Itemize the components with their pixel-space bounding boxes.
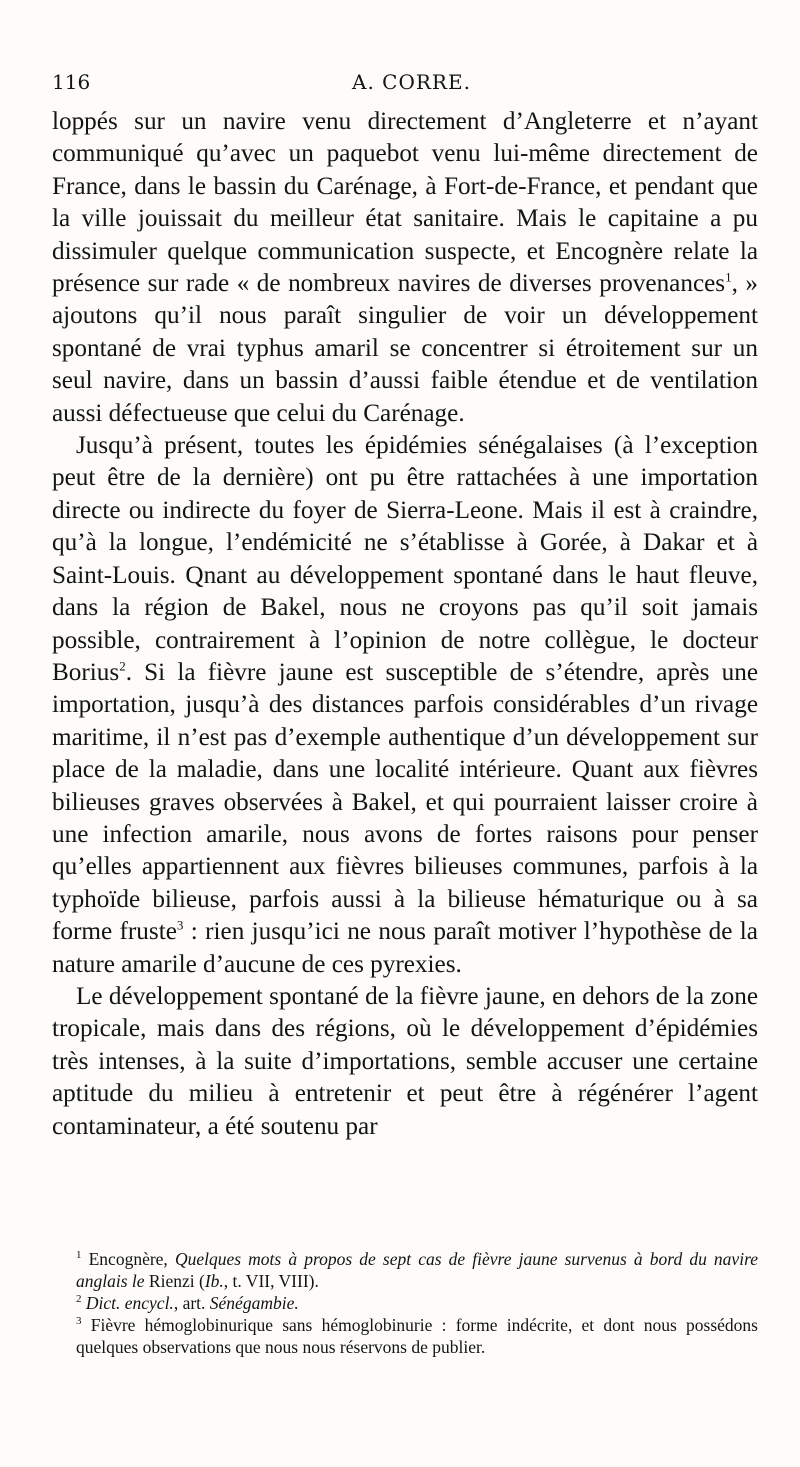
footnote-1: $^1$ Encognère, Quelques mots à propos de sept cas de fièvre jaune survenus à bord du navire anglais le Rienzi (Ib., t. VII, VIII). [76, 1249, 758, 1291]
footnote-ref-1: 1 [725, 269, 732, 285]
paragraph-3: Le développement spontané de la fièvre jaune, en dehors de la zone tropicale, mais dans des régions, où le développement d’épidémies très intenses, à la suite d’importations, semble accuser une certaine aptitude du milieu à entretenir et peut être à régénérer l’agent contaminateur, a été soutenu par [52, 982, 758, 1140]
page-number: 116 [52, 70, 91, 94]
page [52, 60, 758, 1143]
footnote-ref-3: 3 [176, 917, 184, 933]
footnote-2: $^2$ Dict. encycl., art. Sénégambie. [76, 1293, 299, 1313]
page-header [52, 60, 758, 100]
footnotes [52, 1248, 758, 1358]
footnote-3: $^3$ Fièvre hémoglobinurique sans hémoglobinurie : forme indécrite, et dont nous possédons quelques observations que nous nous réservons de publier. [76, 1315, 758, 1357]
body-text [52, 106, 758, 1143]
running-head: A. CORRE. [352, 70, 471, 94]
paragraph-2: Jusqu’à présent, toutes les épidémies sénégalaises (à l’exception peut être de la dernière) ont pu être rattachées à une importation directe ou indirecte du foyer de Sierra-Leone. Mais il est à craindre, qu’à la longue, l’endémicité ne s’établisse à Gorée, à Dakar et à Saint-Louis. Qnant au développement spontané dans le haut fleuve, dans la région de Bakel, nous ne croyons pas qu’il soit jamais possible, contrairement à l’opinion de notre collègue, le docteur Borius$^2$. Si la fièvre jaune est susceptible de s’étendre, après une importation, jusqu’à des distances parfois considérables d’un rivage maritime, il n’est pas d’exemple authentique d’un développement sur place de la maladie, dans une localité intérieure. Quant aux fièvres bilieuses graves observées à Bakel, et qui pourraient laisser croire à une infection amarile, nous avons de fortes raisons pour penser qu’elles appartiennent aux fièvres bilieuses communes, parfois à la typhoïde bilieuse, parfois aussi à la bilieuse hématurique ou à sa forme fruste$^3$ : rien jusqu’ici ne nous paraît motiver l’hypothèse de la nature amarile d’aucune de ces pyrexies. [52, 432, 758, 978]
footnote-ref-2: 2 [119, 658, 126, 674]
paragraph-1: loppés sur un navire venu directement d’Angleterre et n’ayant communiqué qu’avec un paquebot venu lui-même directement de France, dans le bassin du Carénage, à Fort-de-France, et pendant que la ville jouissait du meilleur état sanitaire. Mais le capitaine a pu dissimuler quelque communication suspecte, et Encognère relate la présence sur rade « de nombreux navires de diverses provenances$^1$, » ajoutons qu’il nous paraît singulier de voir un développement spontané de vrai typhus amaril se concentrer si étroitement sur un seul navire, dans un bassin d’aussi faible étendue et de ventilation aussi défectueuse que celui du Carénage. [52, 108, 758, 427]
